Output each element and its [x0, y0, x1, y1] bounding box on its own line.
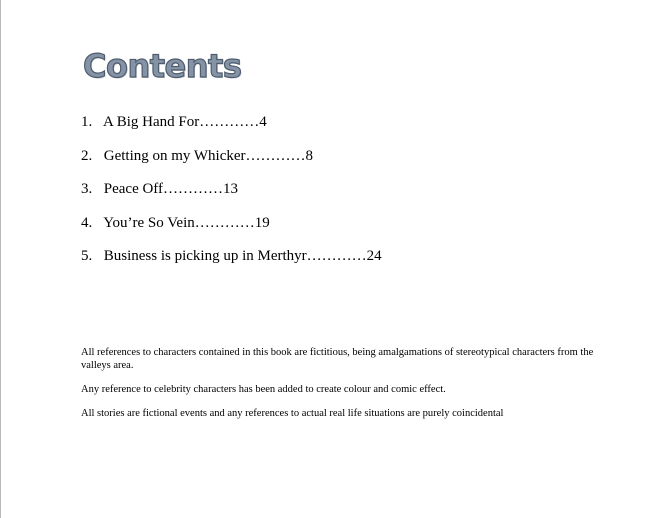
- toc-entry-title: Business is picking up in Merthyr: [103, 248, 307, 264]
- toc-entry-page: 24: [366, 248, 382, 264]
- toc-entry: [81, 246, 382, 280]
- toc-entry-leader: …………: [245, 147, 306, 164]
- disclaimer-fiction: All stories are fictional events and any references to actual real life situations are purely coincidental: [81, 408, 504, 419]
- toc-entry-number: 1.: [81, 114, 93, 130]
- toc-entry-page: 8: [305, 147, 314, 164]
- toc-entry-title: Peace Off: [103, 181, 164, 197]
- toc-entry-number: 3.: [81, 181, 93, 197]
- toc-entry-title: You’re So Vein: [103, 214, 195, 231]
- toc-entry-title: Getting on my Whicker: [103, 147, 246, 164]
- toc-entry: [81, 146, 382, 180]
- contents-heading: Contents: [83, 47, 242, 85]
- toc-entry: [81, 112, 382, 146]
- toc-entry-page: 4: [259, 114, 267, 130]
- toc-entry-leader: …………: [199, 114, 260, 130]
- disclaimer-characters: All references to characters contained in this book are fictitious, being amalgamations of stereotypical characters from the valleys area.: [81, 347, 594, 371]
- disclaimer-celebrities: Any reference to celebrity characters has been added to create colour and comic effect.: [81, 384, 446, 395]
- toc-entry-number: 2.: [81, 147, 93, 164]
- table-of-contents: [81, 112, 382, 280]
- toc-entry-leader: …………: [194, 214, 255, 231]
- toc-entry-number: 5.: [81, 248, 93, 264]
- disclaimer-notes: [81, 346, 601, 431]
- toc-entry-page: 13: [223, 181, 239, 197]
- toc-entry-page: 19: [254, 214, 270, 231]
- toc-entry: [81, 179, 382, 213]
- toc-entry: [81, 213, 382, 247]
- toc-entry-number: 4.: [81, 214, 93, 231]
- toc-entry-title: A Big Hand For: [102, 114, 200, 130]
- toc-entry-leader: …………: [163, 181, 224, 197]
- toc-entry-leader: …………: [306, 248, 367, 264]
